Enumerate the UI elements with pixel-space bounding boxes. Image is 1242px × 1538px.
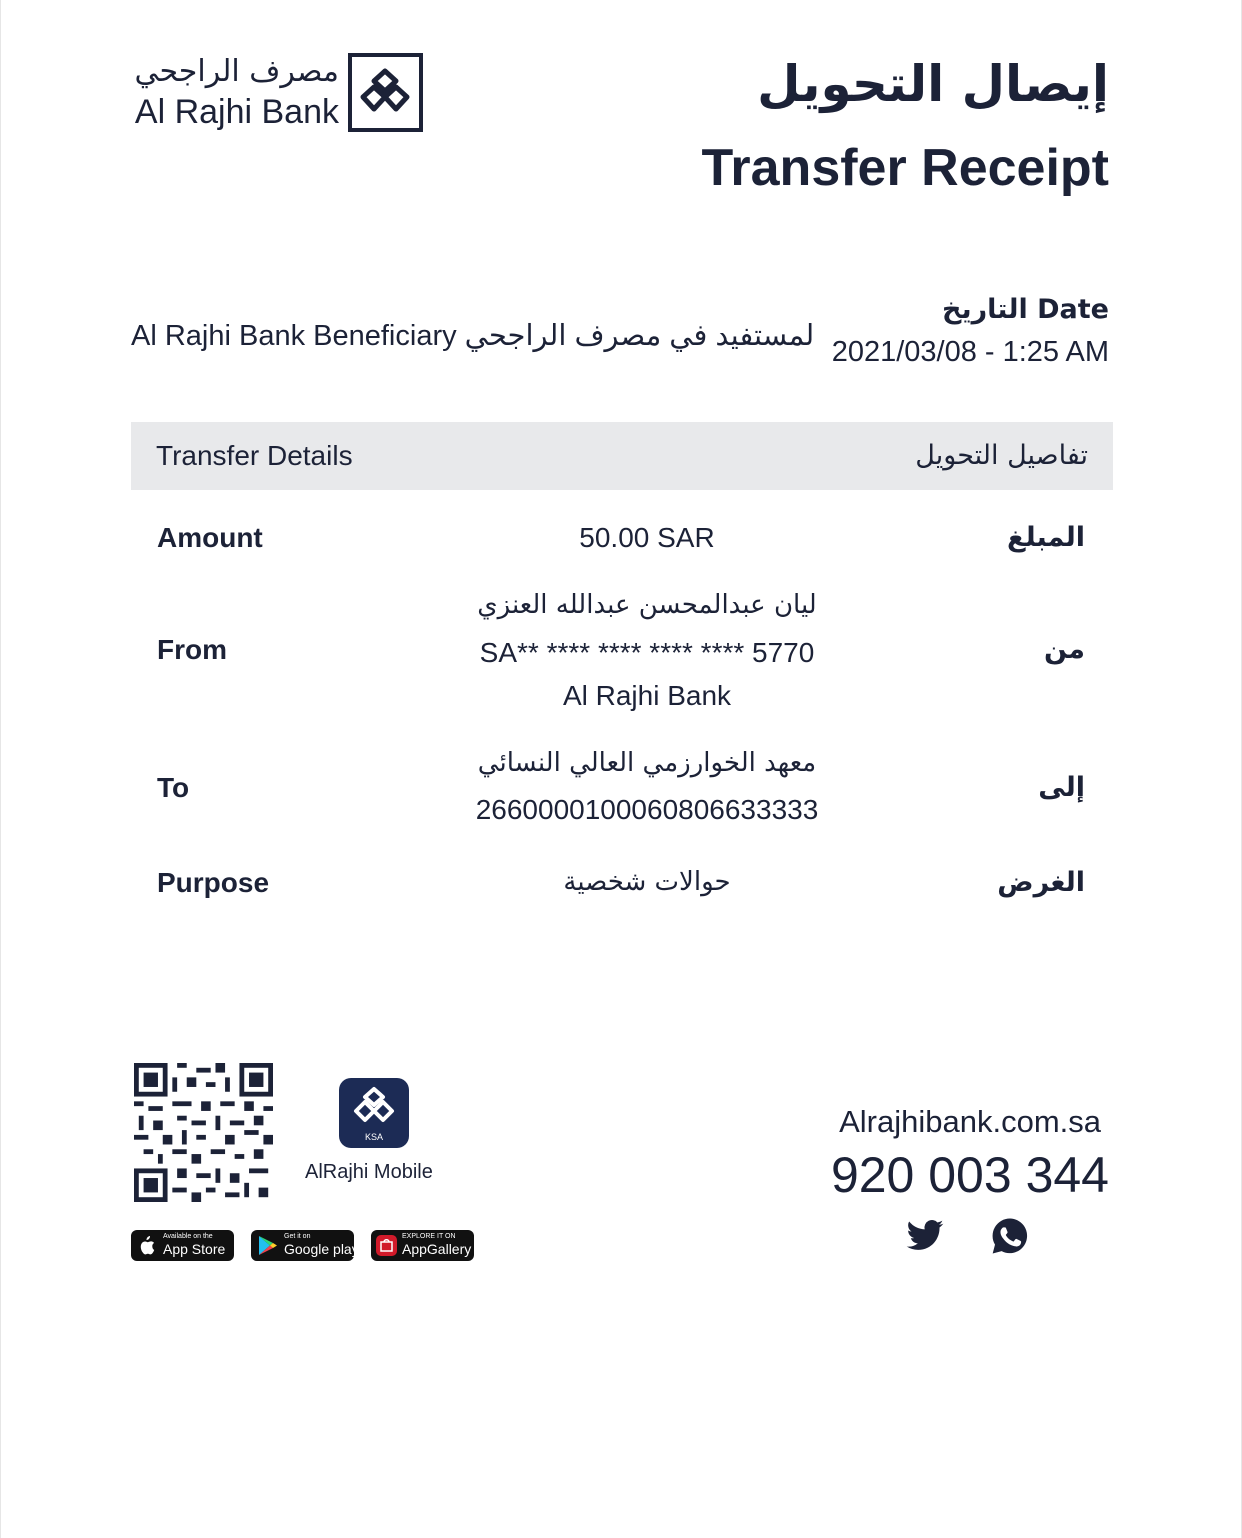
google-play-big-text: Google play bbox=[284, 1241, 359, 1257]
whatsapp-icon[interactable] bbox=[990, 1216, 1030, 1256]
to-label-ar: إلى bbox=[1038, 772, 1085, 803]
date-label: التاريخ Date bbox=[942, 294, 1109, 325]
google-play-badge[interactable] bbox=[251, 1230, 359, 1261]
from-label-ar: من bbox=[1043, 634, 1085, 665]
beneficiary-type: Al Rajhi Bank Beneficiary لمستفيد في مصرف الراجحي bbox=[131, 320, 815, 352]
app-gallery-small-text: EXPLORE IT ON bbox=[402, 1233, 456, 1240]
huawei-icon bbox=[376, 1235, 397, 1256]
to-label-en: To bbox=[157, 772, 190, 803]
app-store-badge[interactable] bbox=[131, 1230, 234, 1261]
amount-label-en: Amount bbox=[157, 522, 263, 553]
bank-name-en: Al Rajhi Bank bbox=[134, 93, 339, 131]
app-icon-ksa-label: KSA bbox=[364, 1132, 384, 1142]
bank-name-ar: مصرف الراجحي bbox=[134, 54, 339, 89]
from-account: SA** **** **** **** **** 5770 bbox=[479, 637, 815, 668]
from-name: ليان عبدالمحسن عبدالله العنزي bbox=[477, 590, 817, 620]
al-rajhi-logo-icon bbox=[348, 53, 423, 132]
twitter-icon[interactable] bbox=[905, 1216, 945, 1256]
date-value: 2021/03/08 - 1:25 AM bbox=[831, 336, 1109, 368]
google-play-icon bbox=[258, 1235, 278, 1256]
app-store-big-text: App Store bbox=[163, 1241, 226, 1257]
transfer-details-header bbox=[131, 422, 1113, 490]
to-name: معهد الخوارزمي العالي النسائي bbox=[477, 748, 817, 778]
qr-code-icon[interactable] bbox=[134, 1063, 273, 1202]
receipt-title-en: Transfer Receipt bbox=[701, 139, 1109, 197]
purpose-value: حوالات شخصية bbox=[563, 867, 731, 897]
purpose-label-en: Purpose bbox=[157, 867, 270, 898]
alrajhi-mobile-app-icon[interactable] bbox=[339, 1078, 409, 1148]
amount-value: 50.00 SAR bbox=[579, 522, 715, 553]
receipt-title-ar: إيصال التحويل bbox=[757, 55, 1109, 113]
amount-label-ar: المبلغ bbox=[1007, 522, 1085, 553]
app-gallery-badge[interactable] bbox=[371, 1230, 474, 1261]
from-bank: Al Rajhi Bank bbox=[562, 680, 732, 711]
app-store-small-text: Available on the bbox=[163, 1233, 213, 1240]
google-play-small-text: Get it on bbox=[284, 1233, 311, 1240]
purpose-label-ar: الغرض bbox=[997, 867, 1085, 898]
transfer-details-title-en: Transfer Details bbox=[156, 440, 353, 471]
from-label-en: From bbox=[157, 634, 227, 665]
transfer-details-title-ar: تفاصيل التحويل bbox=[915, 440, 1088, 471]
apple-icon bbox=[139, 1236, 155, 1255]
phone-number[interactable]: 920 003 344 bbox=[830, 1147, 1109, 1203]
app-name-label: AlRajhi Mobile bbox=[305, 1161, 433, 1183]
website-link[interactable]: Alrajhibank.com.sa bbox=[839, 1104, 1101, 1139]
app-gallery-big-text: AppGallery bbox=[402, 1241, 472, 1257]
to-account: 2660000100060806633333 bbox=[475, 794, 819, 825]
